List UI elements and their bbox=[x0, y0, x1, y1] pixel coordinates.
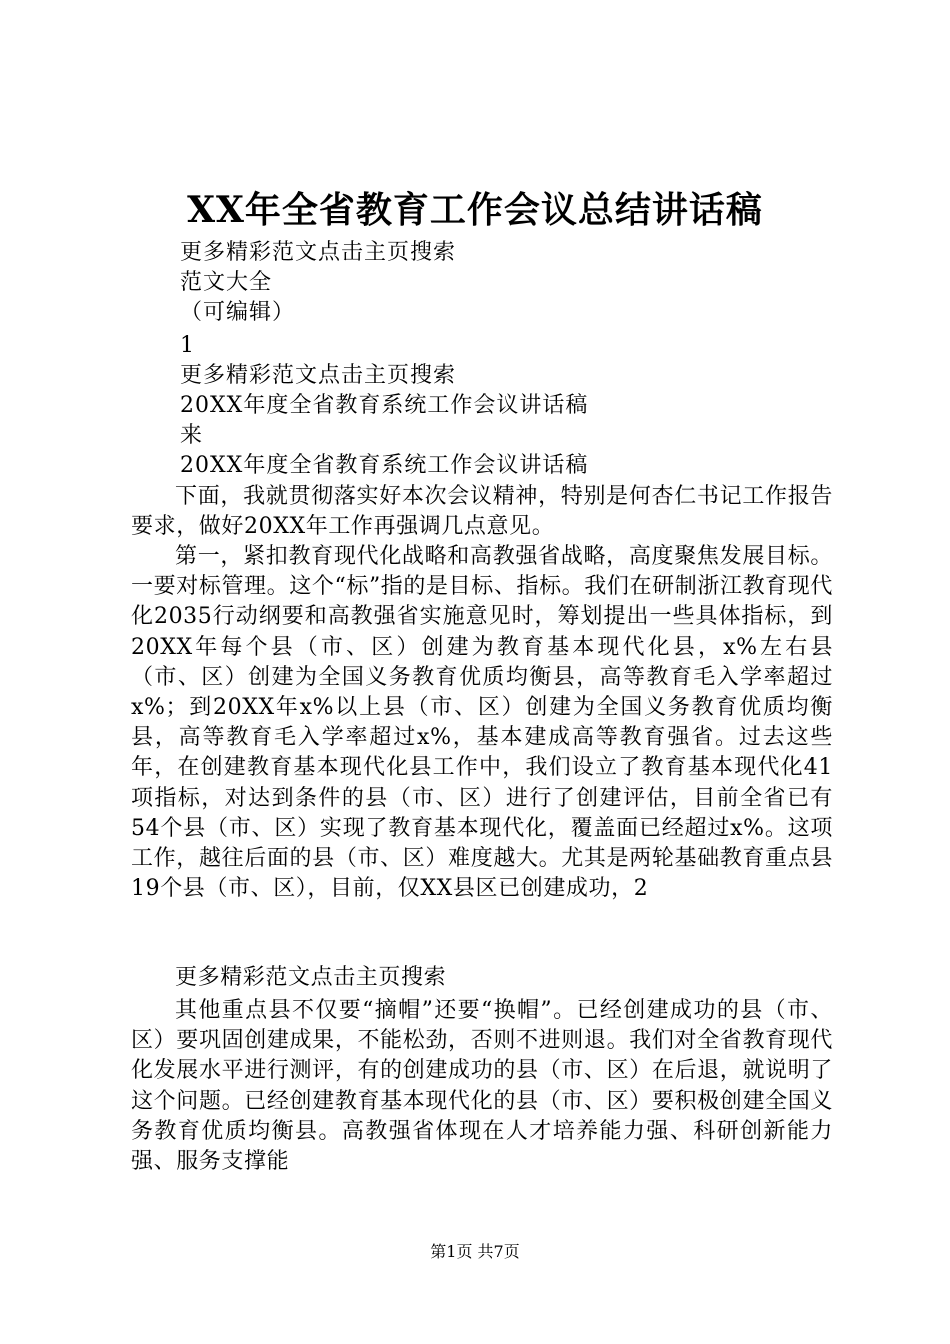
source-line: 来 bbox=[180, 423, 204, 448]
header-line-more-templates-2: 更多精彩范文点击主页搜索 bbox=[180, 363, 457, 388]
subtitle-line: 20XX年度全省教育系统工作会议讲话稿 bbox=[180, 393, 589, 418]
body-line-more-templates: 更多精彩范文点击主页搜索 bbox=[175, 965, 447, 990]
document-title: XX年全省教育工作会议总结讲话稿 bbox=[187, 189, 763, 231]
header-line-more-templates: 更多精彩范文点击主页搜索 bbox=[180, 240, 457, 265]
body-paragraph-3: 其他重点县不仅要“摘帽”还要“换帽”。已经创建成功的县（市、区）要巩固创建成果，不能松劲，否则不进则退。我们对全省教育现代化发展水平进行测评，有的创建成功的县（市、区）在后退，就说明了这个问题。已经创建教育基本现代化的县（市、区）要积极创建全国义务教育优质均衡县。高教强省体现在人才培养能力强、科研创新能力强、服务支撑能 bbox=[131, 998, 833, 1175]
subtitle-line-2: 20XX年度全省教育系统工作会议讲话稿 bbox=[180, 453, 589, 478]
body-paragraph-2: 第一，紧扣教育现代化战略和高教强省战略，高度聚焦发展目标。一要对标管理。这个“标”指的是目标、指标。我们在研制浙江教育现代化2035行动纲要和高教强省实施意见时，筹划提出一些具体指标，到20XX年每个县（市、区）创建为教育基本现代化县，x%左右县（市、区）创建为全国义务教育优质均衡县，高等教育毛入学率超过x%；到20XX年x%以上县（市、区）创建为全国义务教育优质均衡县，高等教育毛入学率超过x%，基本建成高等教育强省。过去这些年，在创建教育基本现代化县工作中，我们设立了教育基本现代化41项指标，对达到条件的县（市、区）进行了创建评估，目前全省已有54个县（市、区）实现了教育基本现代化，覆盖面已经超过x%。这项工作，越往后面的县（市、区）难度越大。尤其是两轮基础教育重点县19个县（市、区），目前，仅XX县区已创建成功，2 bbox=[131, 544, 833, 902]
header-line-editable: （可编辑） bbox=[180, 300, 296, 325]
header-line-template-collection: 范文大全 bbox=[180, 270, 273, 295]
header-line-page-number: 1 bbox=[180, 333, 195, 358]
body-paragraph-1: 下面，我就贯彻落实好本次会议精神，特别是何杏仁书记工作报告要求，做好20XX年工作再强调几点意见。 bbox=[131, 484, 833, 540]
page-footer: 第1页 共7页 bbox=[430, 1242, 520, 1261]
